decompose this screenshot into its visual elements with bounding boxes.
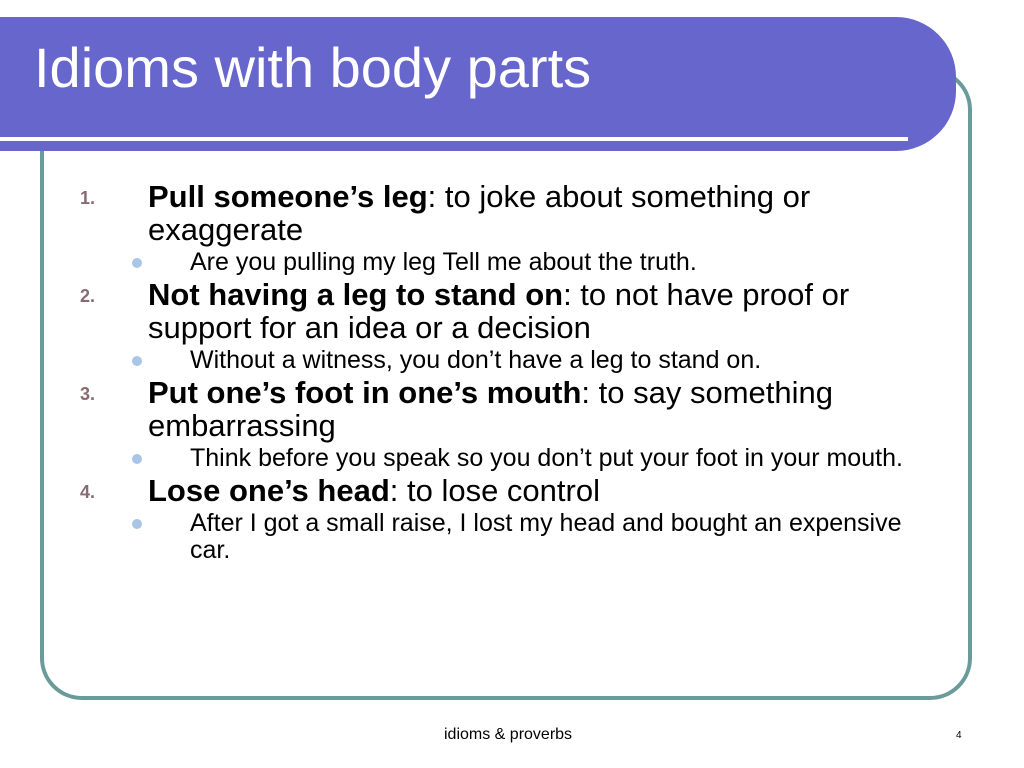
item-number: 2. <box>80 286 96 306</box>
example-sentence <box>76 510 936 564</box>
example-text: Are you pulling my leg Tell me about the truth. <box>190 248 697 276</box>
idiom-definition: : to lose control <box>389 473 600 508</box>
list-item <box>76 474 936 507</box>
idiom-term: Pull someone’s leg <box>148 179 428 214</box>
slide-title: Idioms with body parts <box>34 36 592 99</box>
item-number: 3. <box>80 384 96 404</box>
page-number: 4 <box>956 730 962 741</box>
example-sentence <box>76 445 936 472</box>
footer-label: idioms & proverbs <box>444 726 573 743</box>
idiom-list <box>76 180 936 566</box>
idiom-term: Lose one’s head <box>148 473 390 508</box>
idiom-definition: : to say something embarrassing <box>148 375 833 443</box>
list-item <box>76 376 936 442</box>
example-text: After I got a small raise, I lost my head and bought an expensive car. <box>190 509 902 564</box>
idiom-definition: : to not have proof or support for an idea or a decision <box>148 277 850 345</box>
bullet-dot-icon <box>132 519 142 529</box>
item-number: 1. <box>80 188 96 208</box>
example-text: Without a witness, you don’t have a leg to stand on. <box>190 346 762 374</box>
bullet-dot-icon <box>132 356 142 366</box>
example-text: Think before you speak so you don’t put your foot in your mouth. <box>190 444 903 472</box>
item-number: 4. <box>80 482 96 502</box>
list-item <box>76 180 936 246</box>
bullet-dot-icon <box>132 258 142 268</box>
example-sentence <box>76 249 936 276</box>
bullet-dot-icon <box>132 454 142 464</box>
title-underline <box>0 137 908 141</box>
example-sentence <box>76 347 936 374</box>
list-item <box>76 278 936 344</box>
idiom-term: Not having a leg to stand on <box>148 277 564 312</box>
idiom-definition: : to joke about something or exaggerate <box>148 179 811 247</box>
idiom-term: Put one’s foot in one’s mouth <box>148 375 582 410</box>
